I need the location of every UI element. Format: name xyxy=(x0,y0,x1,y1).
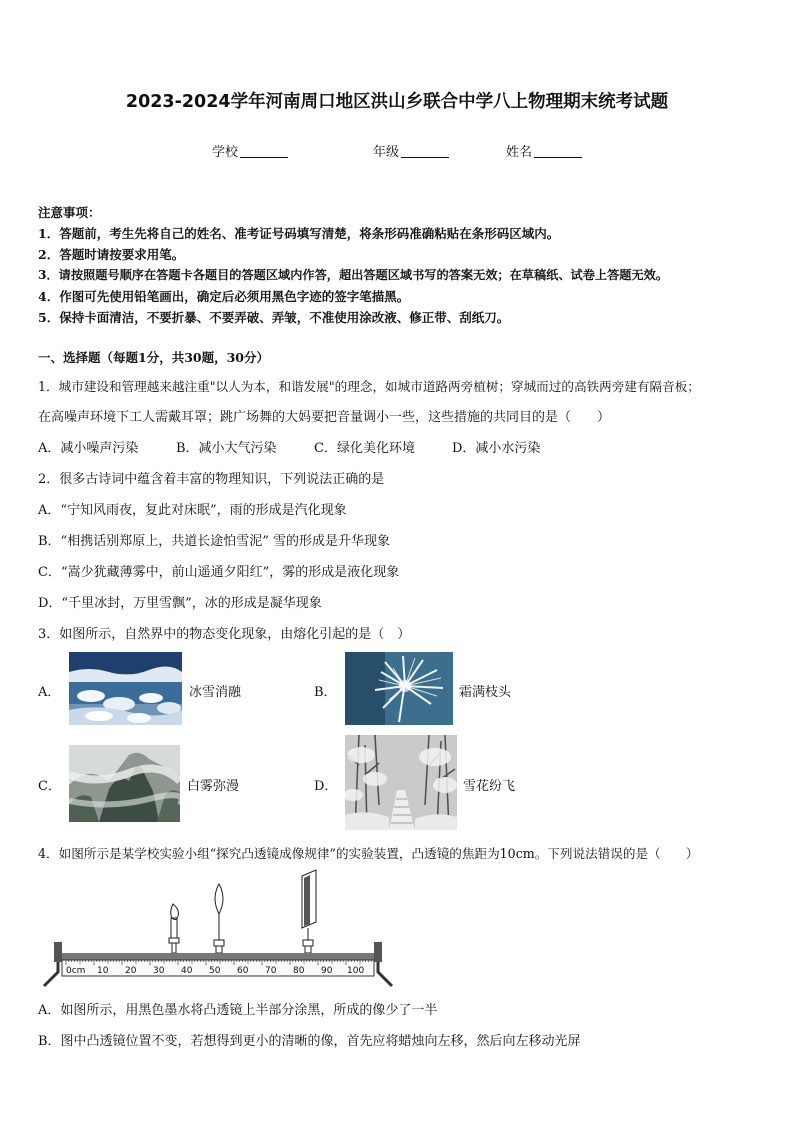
note-item: 3．请按照题号顺序在答题卡各题目的答题区域内作答，超出答题区域书写的答案无效；在草稿纸、试卷上答题无效。 xyxy=(38,268,669,282)
q2-option-c[interactable]: C．“嵩少犹藏薄雾中，前山遥通夕阳红”，雾的形成是液化现象 xyxy=(38,565,400,580)
bench-tick-label: 50 xyxy=(209,966,221,976)
q2-stem: 2．很多古诗词中蕴含着丰富的物理知识，下列说法正确的是 xyxy=(38,472,385,487)
bench-tick-label: 40 xyxy=(181,966,193,976)
q2-option-a[interactable]: A．“宁知风雨夜，复此对床眠”，雨的形成是汽化现象 xyxy=(38,503,347,518)
note-item: 5．保持卡面清洁，不要折暴、不要弄破、弄皱，不准使用涂改液、修正带、刮纸刀。 xyxy=(38,310,510,325)
exam-title: 2023-2024学年河南周口地区洪山乡联合中学八上物理期末统考试题 xyxy=(125,92,669,112)
bench-unit-label: 0cm xyxy=(66,966,86,976)
name-blank[interactable] xyxy=(534,144,582,158)
bench-tick-label: 90 xyxy=(321,966,333,976)
bench-tick-label: 80 xyxy=(293,966,305,976)
q3-option-d-label[interactable]: 雪花纷飞 xyxy=(463,779,516,794)
snow-path-photo xyxy=(345,735,457,830)
grade-label: 年级 xyxy=(373,145,400,160)
q3-option-c-letter[interactable]: C． xyxy=(38,779,61,794)
q4-option-b[interactable]: B．图中凸透镜位置不变，若想得到更小的清晰的像，首先应将蜡烛向左移，然后向左移动光屏 xyxy=(38,1034,581,1049)
bench-tick-label: 70 xyxy=(265,966,277,976)
name-label: 姓名 xyxy=(506,145,533,160)
bench-tick-label: 100 xyxy=(347,966,365,976)
bench-tick-label: 10 xyxy=(97,966,109,976)
q4-stem: 4．如图所示是某学校实验小组“探究凸透镜成像规律”的实验装置，凸透镜的焦距为10cm。下列说法错误的是（ ） xyxy=(38,846,699,861)
q2-option-b[interactable]: B．“相携话别郑原上，共道长途怕雪泥” 雪的形成是升华现象 xyxy=(38,534,390,549)
q3-option-a-letter[interactable]: A． xyxy=(38,685,61,700)
name-field xyxy=(506,141,582,160)
light-screen-icon xyxy=(302,870,316,953)
school-label: 学校 xyxy=(212,145,239,160)
q3-option-d-letter[interactable]: D． xyxy=(314,779,338,794)
grade-field xyxy=(373,141,449,160)
convex-lens-icon xyxy=(214,884,224,953)
q1-option-d[interactable]: D．减小水污染 xyxy=(452,441,541,456)
frost-branch-photo xyxy=(345,652,453,725)
q3-option-a-label[interactable]: 冰雪消融 xyxy=(189,685,242,700)
school-blank[interactable] xyxy=(240,144,288,158)
q3-stem: 3．如图所示，自然界中的物态变化现象，由熔化引起的是（ ） xyxy=(38,627,411,642)
q4-option-a[interactable]: A．如图所示，用黑色墨水将凸透镜上半部分涂黑，所成的像少了一半 xyxy=(38,1003,438,1018)
q3-option-b-letter[interactable]: B． xyxy=(314,685,337,700)
ice-melting-photo xyxy=(69,652,182,725)
q1-option-c[interactable]: C．绿化美化环境 xyxy=(314,441,415,456)
school-field xyxy=(212,141,288,160)
bench-tick-label: 60 xyxy=(237,966,249,976)
optical-bench xyxy=(44,942,392,986)
section-heading: 一、选择题（每题1分，共30题，30分） xyxy=(38,350,269,365)
bench-tick-label: 20 xyxy=(125,966,137,976)
note-item: 2．答题时请按要求用笔。 xyxy=(38,247,185,262)
q1-stem-line2: 在高噪声环境下工人需戴耳罩；跳广场舞的大妈要把音量调小一些，这些措施的共同目的是（ ） xyxy=(38,410,611,425)
note-item: 4．作图可先使用铅笔画出，确定后必须用黑色字迹的签字笔描黑。 xyxy=(38,289,410,304)
q3-option-c-label[interactable]: 白雾弥漫 xyxy=(187,779,240,794)
notes-heading: 注意事项： xyxy=(38,205,101,220)
optical-bench-diagram xyxy=(40,868,400,990)
candle-icon xyxy=(169,904,179,953)
q1-stem-line1: 1．城市建设和管理越来越注重"以人为本，和谐发展"的理念，如城市道路两旁植树；穿城而过的高铁两旁建有隔音板； xyxy=(38,379,700,394)
fog-mountain-photo xyxy=(69,745,180,822)
grade-blank[interactable] xyxy=(401,144,449,158)
bench-tick-label: 30 xyxy=(153,966,165,976)
q3-option-b-label[interactable]: 霜满枝头 xyxy=(459,685,512,700)
q1-options xyxy=(38,437,540,456)
q1-option-a[interactable]: A．减小噪声污染 xyxy=(38,441,139,456)
q2-option-d[interactable]: D．“千里冰封，万里雪飘”，冰的形成是凝华现象 xyxy=(38,596,322,611)
q1-option-b[interactable]: B．减小大气污染 xyxy=(176,441,277,456)
note-item: 1．答题前，考生先将自己的姓名、准考证号码填写清楚，将条形码准确粘贴在条形码区域内。 xyxy=(38,226,560,241)
